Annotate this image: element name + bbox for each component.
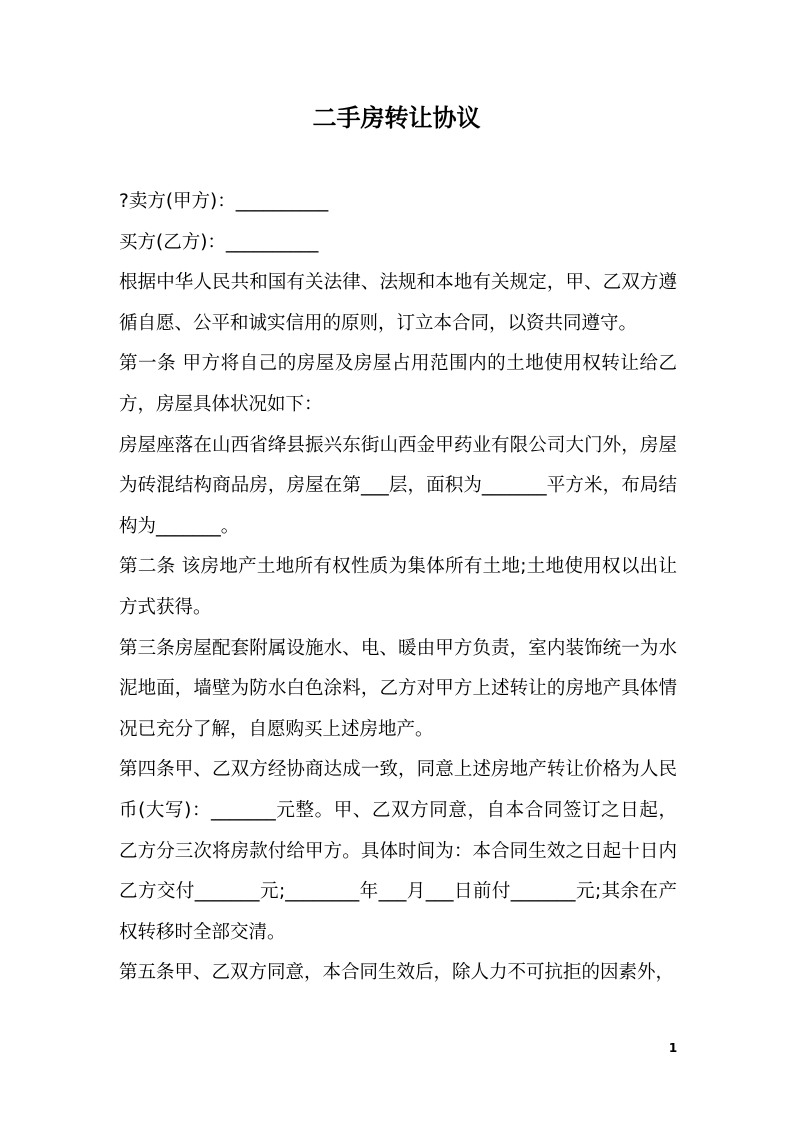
preamble-paragraph: 根据中华人民共和国有关法律、法规和本地有关规定，甲、乙双方遵循自愿、公平和诚实信用的原则，订立本合同，以资共同遵守。 [119,272,677,334]
property-details-paragraph: 房屋座落在山西省绛县振兴东街山西金甲药业有限公司大门外，房屋为砖混结构商品房，房屋在第___层，面积为_______平方米，布局结构为_______。 [119,434,677,537]
article-3-paragraph: 第三条房屋配套附属设施水、电、暖由甲方负责，室内装饰统一为水泥地面，墙壁为防水白色涂料，乙方对甲方上述转让的房地产具体情况已充分了解，自愿购买上述房地产。 [119,637,677,740]
document-title: 二手房转让协议 [312,104,481,132]
article-4-paragraph: 第四条甲、乙双方经协商达成一致，同意上述房地产转让价格为人民币(大写)：_______元整。甲、乙双方同意，自本合同签订之日起，乙方分三次将房款付给甲方。具体时间为：本合同生效之日起十日内乙方交付_______元;________年___月___日前付_______元;其余在产权转移时全部交清。 [119,759,677,943]
article-2-paragraph: 第二条 该房地产土地所有权性质为集体所有土地;土地使用权以出让方式获得。 [119,556,677,618]
document-body [119,182,677,994]
seller-line: ?卖方(甲方)：__________ [119,191,329,212]
article-5-paragraph: 第五条甲、乙双方同意，本合同生效后，除人力不可抗拒的因素外， [119,962,675,984]
buyer-line: 买方(乙方)：__________ [119,231,319,253]
article-1-paragraph: 第一条 甲方将自己的房屋及房屋占用范围内的土地使用权转让给乙方，房屋具体状况如下： [119,353,677,415]
page-number: 1 [668,1041,678,1055]
